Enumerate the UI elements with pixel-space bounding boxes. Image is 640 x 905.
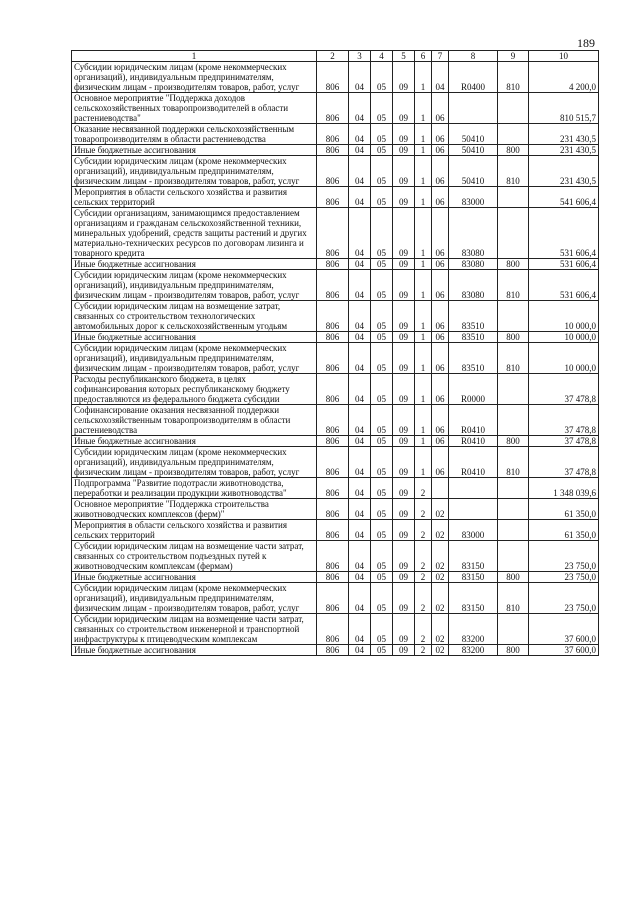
row-name-cell: Субсидии юридическим лицам на возмещение части затрат, связанных со строительством инженерной и транспортной инфраструктуры к птицеводческим комплексам bbox=[72, 614, 317, 645]
table-row bbox=[72, 541, 599, 572]
cell-c3: 04 bbox=[349, 520, 371, 541]
table-row bbox=[72, 93, 599, 124]
row-name-cell: Мероприятия в области сельского хозяйства и развития сельских территорий bbox=[72, 520, 317, 541]
cell-c9: 810 bbox=[498, 270, 529, 301]
cell-c5: 09 bbox=[393, 156, 415, 187]
amount-cell: 10 000,0 bbox=[529, 301, 599, 332]
row-name-cell: Мероприятия в области сельского хозяйства и развития сельских территорий bbox=[72, 187, 317, 208]
cell-c9 bbox=[498, 301, 529, 332]
row-name-cell: Иные бюджетные ассигнования bbox=[72, 145, 317, 156]
amount-cell: 810 515,7 bbox=[529, 93, 599, 124]
row-name-cell: Расходы республиканского бюджета, в целях софинансирования которых республиканскому бюджету предоставляются из федерального бюджета субсидии bbox=[72, 374, 317, 405]
amount-cell: 10 000,0 bbox=[529, 332, 599, 343]
cell-c6: 1 bbox=[415, 93, 432, 124]
cell-c9: 810 bbox=[498, 62, 529, 93]
amount-cell: 61 350,0 bbox=[529, 520, 599, 541]
cell-c4: 05 bbox=[371, 541, 393, 572]
amount-cell: 1 348 039,6 bbox=[529, 478, 599, 499]
cell-c7: 06 bbox=[432, 374, 449, 405]
cell-c6: 1 bbox=[415, 447, 432, 478]
cell-c9 bbox=[498, 93, 529, 124]
cell-c8: R0400 bbox=[449, 62, 498, 93]
row-name-cell: Иные бюджетные ассигнования bbox=[72, 645, 317, 656]
cell-c3: 04 bbox=[349, 187, 371, 208]
cell-c9 bbox=[498, 374, 529, 405]
cell-c6: 1 bbox=[415, 332, 432, 343]
cell-c4: 05 bbox=[371, 62, 393, 93]
row-name-cell: Субсидии юридическим лицам (кроме некоммерческих организаций), индивидуальным предпринимателям, физическим лицам - производителям товаров, работ, услуг bbox=[72, 447, 317, 478]
amount-cell: 541 606,4 bbox=[529, 187, 599, 208]
cell-c2: 806 bbox=[317, 187, 349, 208]
row-name-cell: Субсидии юридическим лицам на возмещение затрат, связанных со строительством технологических автомобильных дорог к сельскохозяйственным угодьям bbox=[72, 301, 317, 332]
table-row bbox=[72, 343, 599, 374]
cell-c8: 83150 bbox=[449, 572, 498, 583]
cell-c8: 50410 bbox=[449, 145, 498, 156]
cell-c6: 2 bbox=[415, 478, 432, 499]
row-name-cell: Софинансирование оказания несвязанной поддержки сельскохозяйственным товаропроизводителям в области растениеводства bbox=[72, 405, 317, 436]
cell-c8: 83080 bbox=[449, 270, 498, 301]
cell-c2: 806 bbox=[317, 478, 349, 499]
cell-c7: 06 bbox=[432, 208, 449, 259]
cell-c2: 806 bbox=[317, 572, 349, 583]
row-name-cell: Оказание несвязанной поддержки сельскохозяйственным товаропроизводителям в области растениеводства bbox=[72, 124, 317, 145]
row-name-cell: Субсидии юридическим лицам (кроме некоммерческих организаций), индивидуальным предпринимателям, физическим лицам - производителям товаров, работ, услуг bbox=[72, 270, 317, 301]
table-row bbox=[72, 583, 599, 614]
cell-c3: 04 bbox=[349, 614, 371, 645]
cell-c3: 04 bbox=[349, 124, 371, 145]
cell-c4: 05 bbox=[371, 187, 393, 208]
page-number: 189 bbox=[577, 36, 595, 50]
cell-c6: 1 bbox=[415, 208, 432, 259]
cell-c7: 02 bbox=[432, 499, 449, 520]
cell-c3: 04 bbox=[349, 583, 371, 614]
cell-c3: 04 bbox=[349, 478, 371, 499]
cell-c4: 05 bbox=[371, 478, 393, 499]
cell-c5: 09 bbox=[393, 405, 415, 436]
cell-c3: 04 bbox=[349, 208, 371, 259]
cell-c8: 83000 bbox=[449, 520, 498, 541]
cell-c2: 806 bbox=[317, 614, 349, 645]
cell-c4: 05 bbox=[371, 270, 393, 301]
cell-c8: 83200 bbox=[449, 614, 498, 645]
column-header: 4 bbox=[371, 51, 393, 62]
cell-c2: 806 bbox=[317, 62, 349, 93]
cell-c7: 02 bbox=[432, 520, 449, 541]
cell-c9 bbox=[498, 541, 529, 572]
column-header: 9 bbox=[498, 51, 529, 62]
cell-c9 bbox=[498, 478, 529, 499]
amount-cell: 231 430,5 bbox=[529, 124, 599, 145]
amount-cell: 531 606,4 bbox=[529, 259, 599, 270]
table-row bbox=[72, 62, 599, 93]
table-row bbox=[72, 270, 599, 301]
cell-c7 bbox=[432, 478, 449, 499]
cell-c2: 806 bbox=[317, 436, 349, 447]
cell-c9: 800 bbox=[498, 259, 529, 270]
cell-c6: 2 bbox=[415, 614, 432, 645]
cell-c2: 806 bbox=[317, 270, 349, 301]
table-row bbox=[72, 645, 599, 656]
amount-cell: 61 350,0 bbox=[529, 499, 599, 520]
cell-c5: 09 bbox=[393, 374, 415, 405]
cell-c8: 50410 bbox=[449, 124, 498, 145]
cell-c3: 04 bbox=[349, 645, 371, 656]
cell-c2: 806 bbox=[317, 343, 349, 374]
table-row bbox=[72, 208, 599, 259]
cell-c8: 83150 bbox=[449, 583, 498, 614]
cell-c6: 1 bbox=[415, 405, 432, 436]
cell-c4: 05 bbox=[371, 93, 393, 124]
cell-c4: 05 bbox=[371, 572, 393, 583]
cell-c3: 04 bbox=[349, 541, 371, 572]
cell-c8: R0410 bbox=[449, 436, 498, 447]
cell-c4: 05 bbox=[371, 301, 393, 332]
row-name-cell: Субсидии юридическим лицам на возмещение части затрат, связанных со строительством подъездных путей к животноводческим комплексам (фермам) bbox=[72, 541, 317, 572]
cell-c9: 800 bbox=[498, 645, 529, 656]
cell-c4: 05 bbox=[371, 499, 393, 520]
table-row bbox=[72, 156, 599, 187]
cell-c5: 09 bbox=[393, 93, 415, 124]
cell-c5: 09 bbox=[393, 499, 415, 520]
cell-c6: 2 bbox=[415, 645, 432, 656]
cell-c5: 09 bbox=[393, 208, 415, 259]
cell-c6: 1 bbox=[415, 145, 432, 156]
cell-c7: 06 bbox=[432, 187, 449, 208]
table-row bbox=[72, 124, 599, 145]
cell-c8: 83080 bbox=[449, 208, 498, 259]
cell-c7: 06 bbox=[432, 145, 449, 156]
row-name-cell: Иные бюджетные ассигнования bbox=[72, 436, 317, 447]
cell-c2: 806 bbox=[317, 93, 349, 124]
cell-c2: 806 bbox=[317, 332, 349, 343]
row-name-cell: Основное мероприятие "Поддержка строительства животноводческих комплексов (ферм)" bbox=[72, 499, 317, 520]
cell-c7: 06 bbox=[432, 343, 449, 374]
cell-c4: 05 bbox=[371, 583, 393, 614]
amount-cell: 4 200,0 bbox=[529, 62, 599, 93]
cell-c4: 05 bbox=[371, 436, 393, 447]
table-row bbox=[72, 436, 599, 447]
cell-c6: 1 bbox=[415, 62, 432, 93]
cell-c6: 1 bbox=[415, 124, 432, 145]
cell-c9 bbox=[498, 520, 529, 541]
cell-c3: 04 bbox=[349, 145, 371, 156]
column-header: 10 bbox=[529, 51, 599, 62]
cell-c4: 05 bbox=[371, 124, 393, 145]
cell-c4: 05 bbox=[371, 332, 393, 343]
column-header: 2 bbox=[317, 51, 349, 62]
cell-c5: 09 bbox=[393, 145, 415, 156]
cell-c5: 09 bbox=[393, 520, 415, 541]
row-name-cell: Субсидии юридическим лицам (кроме некоммерческих организаций), индивидуальным предпринимателям, физическим лицам - производителям товаров, работ, услуг bbox=[72, 583, 317, 614]
cell-c5: 09 bbox=[393, 124, 415, 145]
table-row bbox=[72, 301, 599, 332]
cell-c4: 05 bbox=[371, 343, 393, 374]
cell-c7: 06 bbox=[432, 93, 449, 124]
amount-cell: 531 606,4 bbox=[529, 208, 599, 259]
cell-c2: 806 bbox=[317, 645, 349, 656]
amount-cell: 37 478,8 bbox=[529, 405, 599, 436]
row-name-cell: Подпрограмма "Развитие подотрасли животноводства, переработки и реализации продукции животноводства" bbox=[72, 478, 317, 499]
amount-cell: 231 430,5 bbox=[529, 145, 599, 156]
cell-c6: 1 bbox=[415, 301, 432, 332]
cell-c5: 09 bbox=[393, 478, 415, 499]
table-row bbox=[72, 572, 599, 583]
cell-c4: 05 bbox=[371, 447, 393, 478]
cell-c6: 1 bbox=[415, 343, 432, 374]
cell-c2: 806 bbox=[317, 301, 349, 332]
cell-c4: 05 bbox=[371, 156, 393, 187]
cell-c4: 05 bbox=[371, 520, 393, 541]
column-header: 1 bbox=[72, 51, 317, 62]
cell-c9 bbox=[498, 614, 529, 645]
cell-c8: 83510 bbox=[449, 301, 498, 332]
cell-c5: 09 bbox=[393, 301, 415, 332]
cell-c6: 2 bbox=[415, 541, 432, 572]
table-row bbox=[72, 614, 599, 645]
cell-c5: 09 bbox=[393, 62, 415, 93]
cell-c4: 05 bbox=[371, 208, 393, 259]
cell-c3: 04 bbox=[349, 374, 371, 405]
cell-c9: 810 bbox=[498, 583, 529, 614]
cell-c6: 1 bbox=[415, 259, 432, 270]
cell-c8: 83150 bbox=[449, 541, 498, 572]
cell-c3: 04 bbox=[349, 301, 371, 332]
column-header: 3 bbox=[349, 51, 371, 62]
column-header: 6 bbox=[415, 51, 432, 62]
table-row bbox=[72, 259, 599, 270]
row-name-cell: Иные бюджетные ассигнования bbox=[72, 332, 317, 343]
cell-c9: 810 bbox=[498, 343, 529, 374]
cell-c4: 05 bbox=[371, 614, 393, 645]
cell-c9 bbox=[498, 124, 529, 145]
cell-c7: 06 bbox=[432, 447, 449, 478]
cell-c5: 09 bbox=[393, 343, 415, 374]
column-header: 8 bbox=[449, 51, 498, 62]
row-name-cell: Основное мероприятие "Поддержка доходов сельскохозяйственных товаропроизводителей в области растениеводства" bbox=[72, 93, 317, 124]
cell-c3: 04 bbox=[349, 332, 371, 343]
column-header: 7 bbox=[432, 51, 449, 62]
cell-c7: 06 bbox=[432, 270, 449, 301]
cell-c8: 83000 bbox=[449, 187, 498, 208]
cell-c3: 04 bbox=[349, 259, 371, 270]
cell-c9 bbox=[498, 499, 529, 520]
cell-c7: 04 bbox=[432, 62, 449, 93]
amount-cell: 37 478,8 bbox=[529, 436, 599, 447]
amount-cell: 37 478,8 bbox=[529, 374, 599, 405]
cell-c4: 05 bbox=[371, 259, 393, 270]
cell-c9: 810 bbox=[498, 447, 529, 478]
cell-c3: 04 bbox=[349, 447, 371, 478]
table-row bbox=[72, 478, 599, 499]
cell-c8: 83510 bbox=[449, 343, 498, 374]
cell-c9: 800 bbox=[498, 332, 529, 343]
cell-c3: 04 bbox=[349, 93, 371, 124]
cell-c5: 09 bbox=[393, 645, 415, 656]
cell-c3: 04 bbox=[349, 436, 371, 447]
cell-c9 bbox=[498, 208, 529, 259]
cell-c2: 806 bbox=[317, 583, 349, 614]
cell-c6: 2 bbox=[415, 583, 432, 614]
amount-cell: 37 600,0 bbox=[529, 645, 599, 656]
cell-c5: 09 bbox=[393, 572, 415, 583]
cell-c5: 09 bbox=[393, 583, 415, 614]
amount-cell: 231 430,5 bbox=[529, 156, 599, 187]
cell-c7: 02 bbox=[432, 541, 449, 572]
cell-c2: 806 bbox=[317, 259, 349, 270]
cell-c6: 2 bbox=[415, 520, 432, 541]
cell-c3: 04 bbox=[349, 499, 371, 520]
cell-c5: 09 bbox=[393, 436, 415, 447]
cell-c8: R0410 bbox=[449, 405, 498, 436]
cell-c5: 09 bbox=[393, 187, 415, 208]
cell-c5: 09 bbox=[393, 270, 415, 301]
row-name-cell: Субсидии юридическим лицам (кроме некоммерческих организаций), индивидуальным предпринимателям, физическим лицам - производителям товаров, работ, услуг bbox=[72, 343, 317, 374]
cell-c4: 05 bbox=[371, 145, 393, 156]
table-row bbox=[72, 187, 599, 208]
amount-cell: 531 606,4 bbox=[529, 270, 599, 301]
cell-c9 bbox=[498, 405, 529, 436]
cell-c5: 09 bbox=[393, 332, 415, 343]
cell-c6: 1 bbox=[415, 436, 432, 447]
cell-c2: 806 bbox=[317, 208, 349, 259]
cell-c7: 02 bbox=[432, 572, 449, 583]
table-row bbox=[72, 145, 599, 156]
cell-c2: 806 bbox=[317, 145, 349, 156]
cell-c2: 806 bbox=[317, 156, 349, 187]
cell-c7: 02 bbox=[432, 614, 449, 645]
cell-c7: 06 bbox=[432, 436, 449, 447]
cell-c5: 09 bbox=[393, 614, 415, 645]
cell-c2: 806 bbox=[317, 499, 349, 520]
cell-c8 bbox=[449, 478, 498, 499]
cell-c3: 04 bbox=[349, 156, 371, 187]
row-name-cell: Иные бюджетные ассигнования bbox=[72, 572, 317, 583]
budget-table bbox=[71, 50, 599, 656]
cell-c7: 06 bbox=[432, 405, 449, 436]
cell-c6: 2 bbox=[415, 572, 432, 583]
cell-c3: 04 bbox=[349, 572, 371, 583]
table-row bbox=[72, 447, 599, 478]
cell-c7: 06 bbox=[432, 259, 449, 270]
table-row bbox=[72, 332, 599, 343]
row-name-cell: Субсидии организациям, занимающимся предоставлением организациям и гражданам сельскохозяйственной техники, минеральных удобрений, средств защиты растений и других материально-технических ресурсов по договорам лизинга и товарного кредита bbox=[72, 208, 317, 259]
cell-c7: 06 bbox=[432, 332, 449, 343]
cell-c6: 2 bbox=[415, 499, 432, 520]
amount-cell: 37 600,0 bbox=[529, 614, 599, 645]
cell-c2: 806 bbox=[317, 124, 349, 145]
cell-c6: 1 bbox=[415, 270, 432, 301]
amount-cell: 23 750,0 bbox=[529, 572, 599, 583]
cell-c8 bbox=[449, 499, 498, 520]
table-row bbox=[72, 374, 599, 405]
amount-cell: 37 478,8 bbox=[529, 447, 599, 478]
cell-c7: 06 bbox=[432, 124, 449, 145]
cell-c5: 09 bbox=[393, 447, 415, 478]
cell-c9: 800 bbox=[498, 145, 529, 156]
cell-c6: 1 bbox=[415, 374, 432, 405]
cell-c6: 1 bbox=[415, 156, 432, 187]
cell-c7: 06 bbox=[432, 156, 449, 187]
cell-c8: 50410 bbox=[449, 156, 498, 187]
cell-c9: 800 bbox=[498, 436, 529, 447]
cell-c2: 806 bbox=[317, 541, 349, 572]
cell-c8: 83200 bbox=[449, 645, 498, 656]
cell-c4: 05 bbox=[371, 405, 393, 436]
cell-c4: 05 bbox=[371, 374, 393, 405]
amount-cell: 10 000,0 bbox=[529, 343, 599, 374]
cell-c3: 04 bbox=[349, 343, 371, 374]
cell-c3: 04 bbox=[349, 62, 371, 93]
cell-c7: 02 bbox=[432, 645, 449, 656]
cell-c8: 83510 bbox=[449, 332, 498, 343]
cell-c2: 806 bbox=[317, 374, 349, 405]
cell-c5: 09 bbox=[393, 259, 415, 270]
cell-c9: 810 bbox=[498, 156, 529, 187]
row-name-cell: Иные бюджетные ассигнования bbox=[72, 259, 317, 270]
cell-c2: 806 bbox=[317, 520, 349, 541]
table-row bbox=[72, 405, 599, 436]
cell-c9 bbox=[498, 187, 529, 208]
amount-cell: 23 750,0 bbox=[529, 541, 599, 572]
row-name-cell: Субсидии юридическим лицам (кроме некоммерческих организаций), индивидуальным предпринимателям, физическим лицам - производителям товаров, работ, услуг bbox=[72, 62, 317, 93]
cell-c6: 1 bbox=[415, 187, 432, 208]
cell-c3: 04 bbox=[349, 270, 371, 301]
cell-c3: 04 bbox=[349, 405, 371, 436]
table-header-row bbox=[72, 51, 599, 62]
amount-cell: 23 750,0 bbox=[529, 583, 599, 614]
column-header: 5 bbox=[393, 51, 415, 62]
cell-c7: 06 bbox=[432, 301, 449, 332]
cell-c2: 806 bbox=[317, 447, 349, 478]
table-row bbox=[72, 520, 599, 541]
cell-c8: 83080 bbox=[449, 259, 498, 270]
cell-c4: 05 bbox=[371, 645, 393, 656]
cell-c9: 800 bbox=[498, 572, 529, 583]
cell-c5: 09 bbox=[393, 541, 415, 572]
row-name-cell: Субсидии юридическим лицам (кроме некоммерческих организаций), индивидуальным предпринимателям, физическим лицам - производителям товаров, работ, услуг bbox=[72, 156, 317, 187]
table-row bbox=[72, 499, 599, 520]
cell-c7: 02 bbox=[432, 583, 449, 614]
cell-c8: R0000 bbox=[449, 374, 498, 405]
cell-c8: R0410 bbox=[449, 447, 498, 478]
cell-c8 bbox=[449, 93, 498, 124]
cell-c2: 806 bbox=[317, 405, 349, 436]
